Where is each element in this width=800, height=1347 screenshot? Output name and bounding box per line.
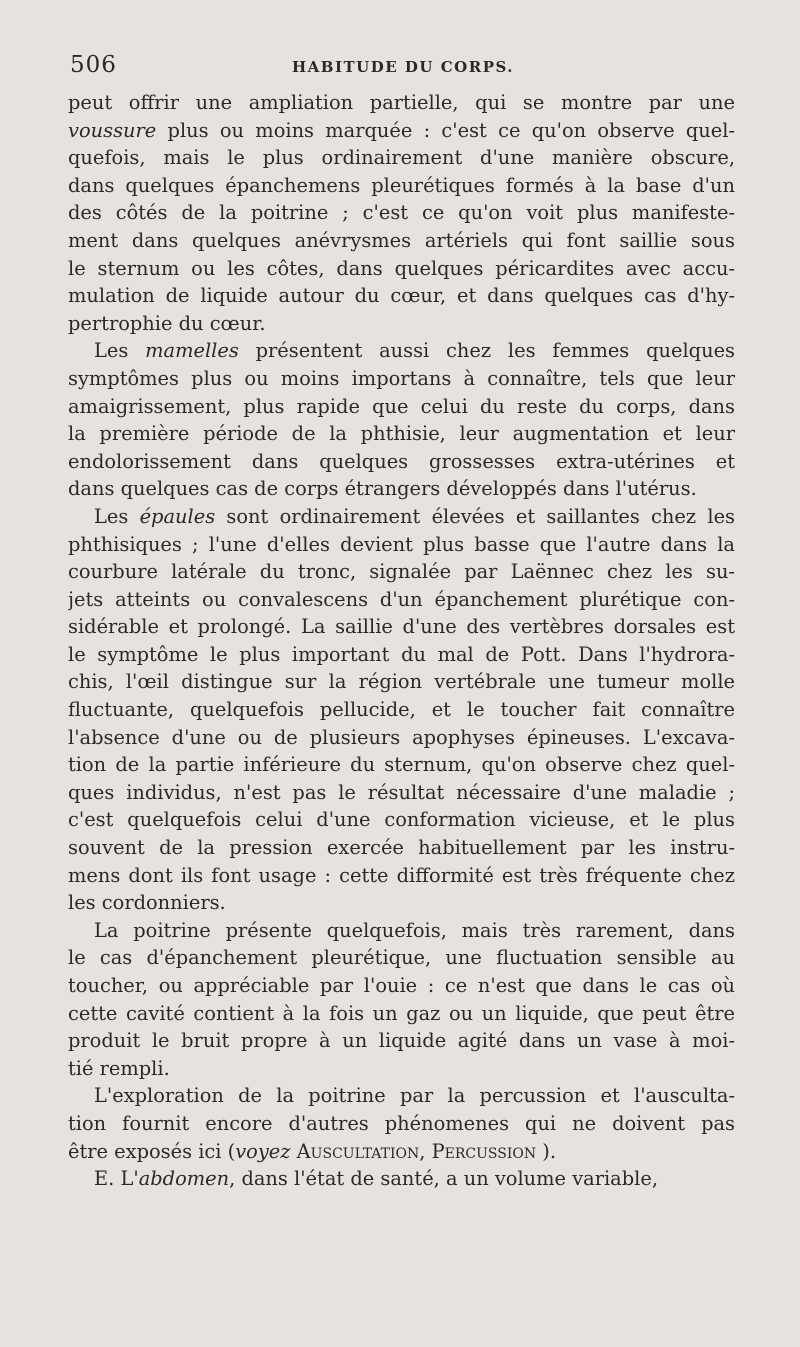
italic-term: épaules (139, 504, 216, 528)
text-run: l'absence d'une ou de plusieurs apophyses épineuses. L'excava- (68, 725, 735, 749)
text-line (68, 1055, 735, 1083)
text-run: tié rempli. (68, 1056, 170, 1080)
text-run: mulation de liquide autour du cœur, et dans quelques cas d'hy- (68, 284, 735, 308)
text-run: phthisiques ; l'une d'elles devient plus basse que l'autre dans la (68, 532, 735, 556)
paragraph (68, 1082, 735, 1165)
text-line (68, 1110, 735, 1138)
body-text (68, 89, 735, 1193)
text-line (68, 420, 735, 448)
text-run: , dans l'état de santé, a un volume variable, (229, 1167, 659, 1191)
text-line (68, 1138, 735, 1166)
text-line (68, 944, 735, 972)
text-line (68, 972, 735, 1000)
text-line (68, 144, 735, 172)
text-line (68, 1082, 735, 1110)
text-line (68, 282, 735, 310)
text-run: L'exploration de la poitrine par la percussion et l'ausculta- (94, 1084, 735, 1108)
text-run: cette cavité contient à la fois un gaz ou un liquide, que peut être (68, 1001, 735, 1025)
running-title: HABITUDE DU CORPS. (292, 58, 514, 76)
text-run: plus ou moins marquée : c'est ce qu'on observe quel- (156, 118, 735, 142)
text-run: la première période de la phthisie, leur augmentation et leur (68, 422, 735, 446)
text-run: Les (94, 339, 146, 363)
italic-term: mamelles (145, 339, 239, 363)
text-run: dans quelques épanchemens pleurétiques formés à la base d'un (68, 173, 735, 197)
text-run: toucher, ou appréciable par l'ouie : ce n'est que dans le cas où (68, 974, 735, 997)
text-line (68, 89, 735, 117)
text-line (68, 393, 735, 421)
text-line (68, 117, 735, 145)
paragraph (68, 89, 735, 337)
text-run: les cordonniers. (68, 891, 226, 915)
text-run: E. L' (94, 1167, 139, 1191)
text-line (68, 1165, 735, 1193)
text-run: sont ordinairement élevées et saillantes chez les (215, 504, 735, 528)
italic-term: voyez (235, 1139, 291, 1163)
text-line (68, 1027, 735, 1055)
italic-term: voussure (68, 118, 157, 142)
text-line (68, 724, 735, 752)
text-line (68, 199, 735, 227)
text-line (68, 889, 735, 917)
text-run: ment dans quelques anévrysmes artériels qui font saillie sous (68, 228, 735, 252)
text-run: , (419, 1139, 432, 1163)
small-caps-term: Auscultation (296, 1139, 420, 1163)
text-run: Les (94, 504, 140, 528)
text-line (68, 310, 735, 338)
paragraph (68, 337, 735, 503)
text-run: produit le bruit propre à un liquide agité dans un vase à moi- (68, 1029, 735, 1053)
text-run: tion de la partie inférieure du sternum, qu'on observe chez quel- (68, 753, 735, 777)
text-line (68, 834, 735, 862)
text-line (68, 558, 735, 586)
text-line (68, 448, 735, 476)
text-run: ques individus, n'est pas le résultat nécessaire d'une maladie ; (68, 780, 735, 804)
text-run: le symptôme le plus important du mal de Pott. Dans l'hydrora- (68, 642, 735, 666)
text-run: sidérable et prolongé. La saillie d'une des vertèbres dorsales est (68, 615, 735, 639)
paragraph (68, 503, 735, 917)
text-line (68, 337, 735, 365)
text-line (68, 862, 735, 890)
text-line (68, 365, 735, 393)
text-line (68, 696, 735, 724)
text-run: ). (536, 1139, 556, 1163)
text-run: jets atteints ou convalescens d'un épanchement plurétique con- (68, 587, 735, 611)
paragraph (68, 917, 735, 1083)
text-line (68, 172, 735, 200)
text-run: des côtés de la poitrine ; c'est ce qu'on voit plus manifeste- (68, 201, 735, 225)
text-line (68, 751, 735, 779)
text-run: peut offrir une ampliation partielle, qui se montre par une (68, 91, 735, 114)
text-run: pertrophie du cœur. (68, 311, 266, 335)
text-run: le cas d'épanchement pleurétique, une fluctuation sensible au (68, 946, 735, 970)
text-line (68, 917, 735, 945)
text-run: être exposés ici ( (68, 1139, 236, 1163)
text-line (68, 531, 735, 559)
italic-term: abdomen (138, 1167, 230, 1191)
text-run: c'est quelquefois celui d'une conformation vicieuse, et le plus (68, 808, 735, 832)
text-line (68, 255, 735, 283)
text-run: endolorissement dans quelques grossesses extra-utérines et (68, 449, 735, 473)
text-run: fluctuante, quelquefois pellucide, et le toucher fait connaître (68, 698, 735, 722)
text-run: souvent de la pression exercée habituellement par les instru- (68, 836, 735, 860)
text-run: symptômes plus ou moins importans à connaître, tels que leur (68, 366, 735, 390)
text-run: tion fournit encore d'autres phénomenes qui ne doivent pas (68, 1111, 735, 1135)
text-line (68, 613, 735, 641)
text-run: quefois, mais le plus ordinairement d'une manière obscure, (68, 146, 735, 170)
page-number: 506 (70, 52, 117, 78)
text-line (68, 227, 735, 255)
text-line (68, 641, 735, 669)
text-line (68, 1000, 735, 1028)
text-line (68, 503, 735, 531)
running-head (68, 52, 738, 86)
text-run: présentent aussi chez les femmes quelques (238, 339, 735, 363)
text-run: courbure latérale du tronc, signalée par Laënnec chez les su- (68, 560, 735, 584)
small-caps-term: Percussion (431, 1139, 537, 1163)
text-line (68, 779, 735, 807)
text-run: mens dont ils font usage : cette difformité est très fréquente chez (68, 863, 735, 887)
text-line (68, 586, 735, 614)
text-run: le sternum ou les côtes, dans quelques péricardites avec accu- (68, 256, 735, 280)
text-line (68, 475, 735, 503)
text-line (68, 806, 735, 834)
text-run: amaigrissement, plus rapide que celui du reste du corps, dans (68, 394, 735, 418)
text-run: dans quelques cas de corps étrangers développés dans l'utérus. (68, 477, 697, 501)
paragraph (68, 1165, 735, 1193)
text-run: chis, l'œil distingue sur la région vertébrale une tumeur molle (68, 670, 735, 694)
text-line (68, 668, 735, 696)
text-run: La poitrine présente quelquefois, mais très rarement, dans (94, 918, 735, 942)
